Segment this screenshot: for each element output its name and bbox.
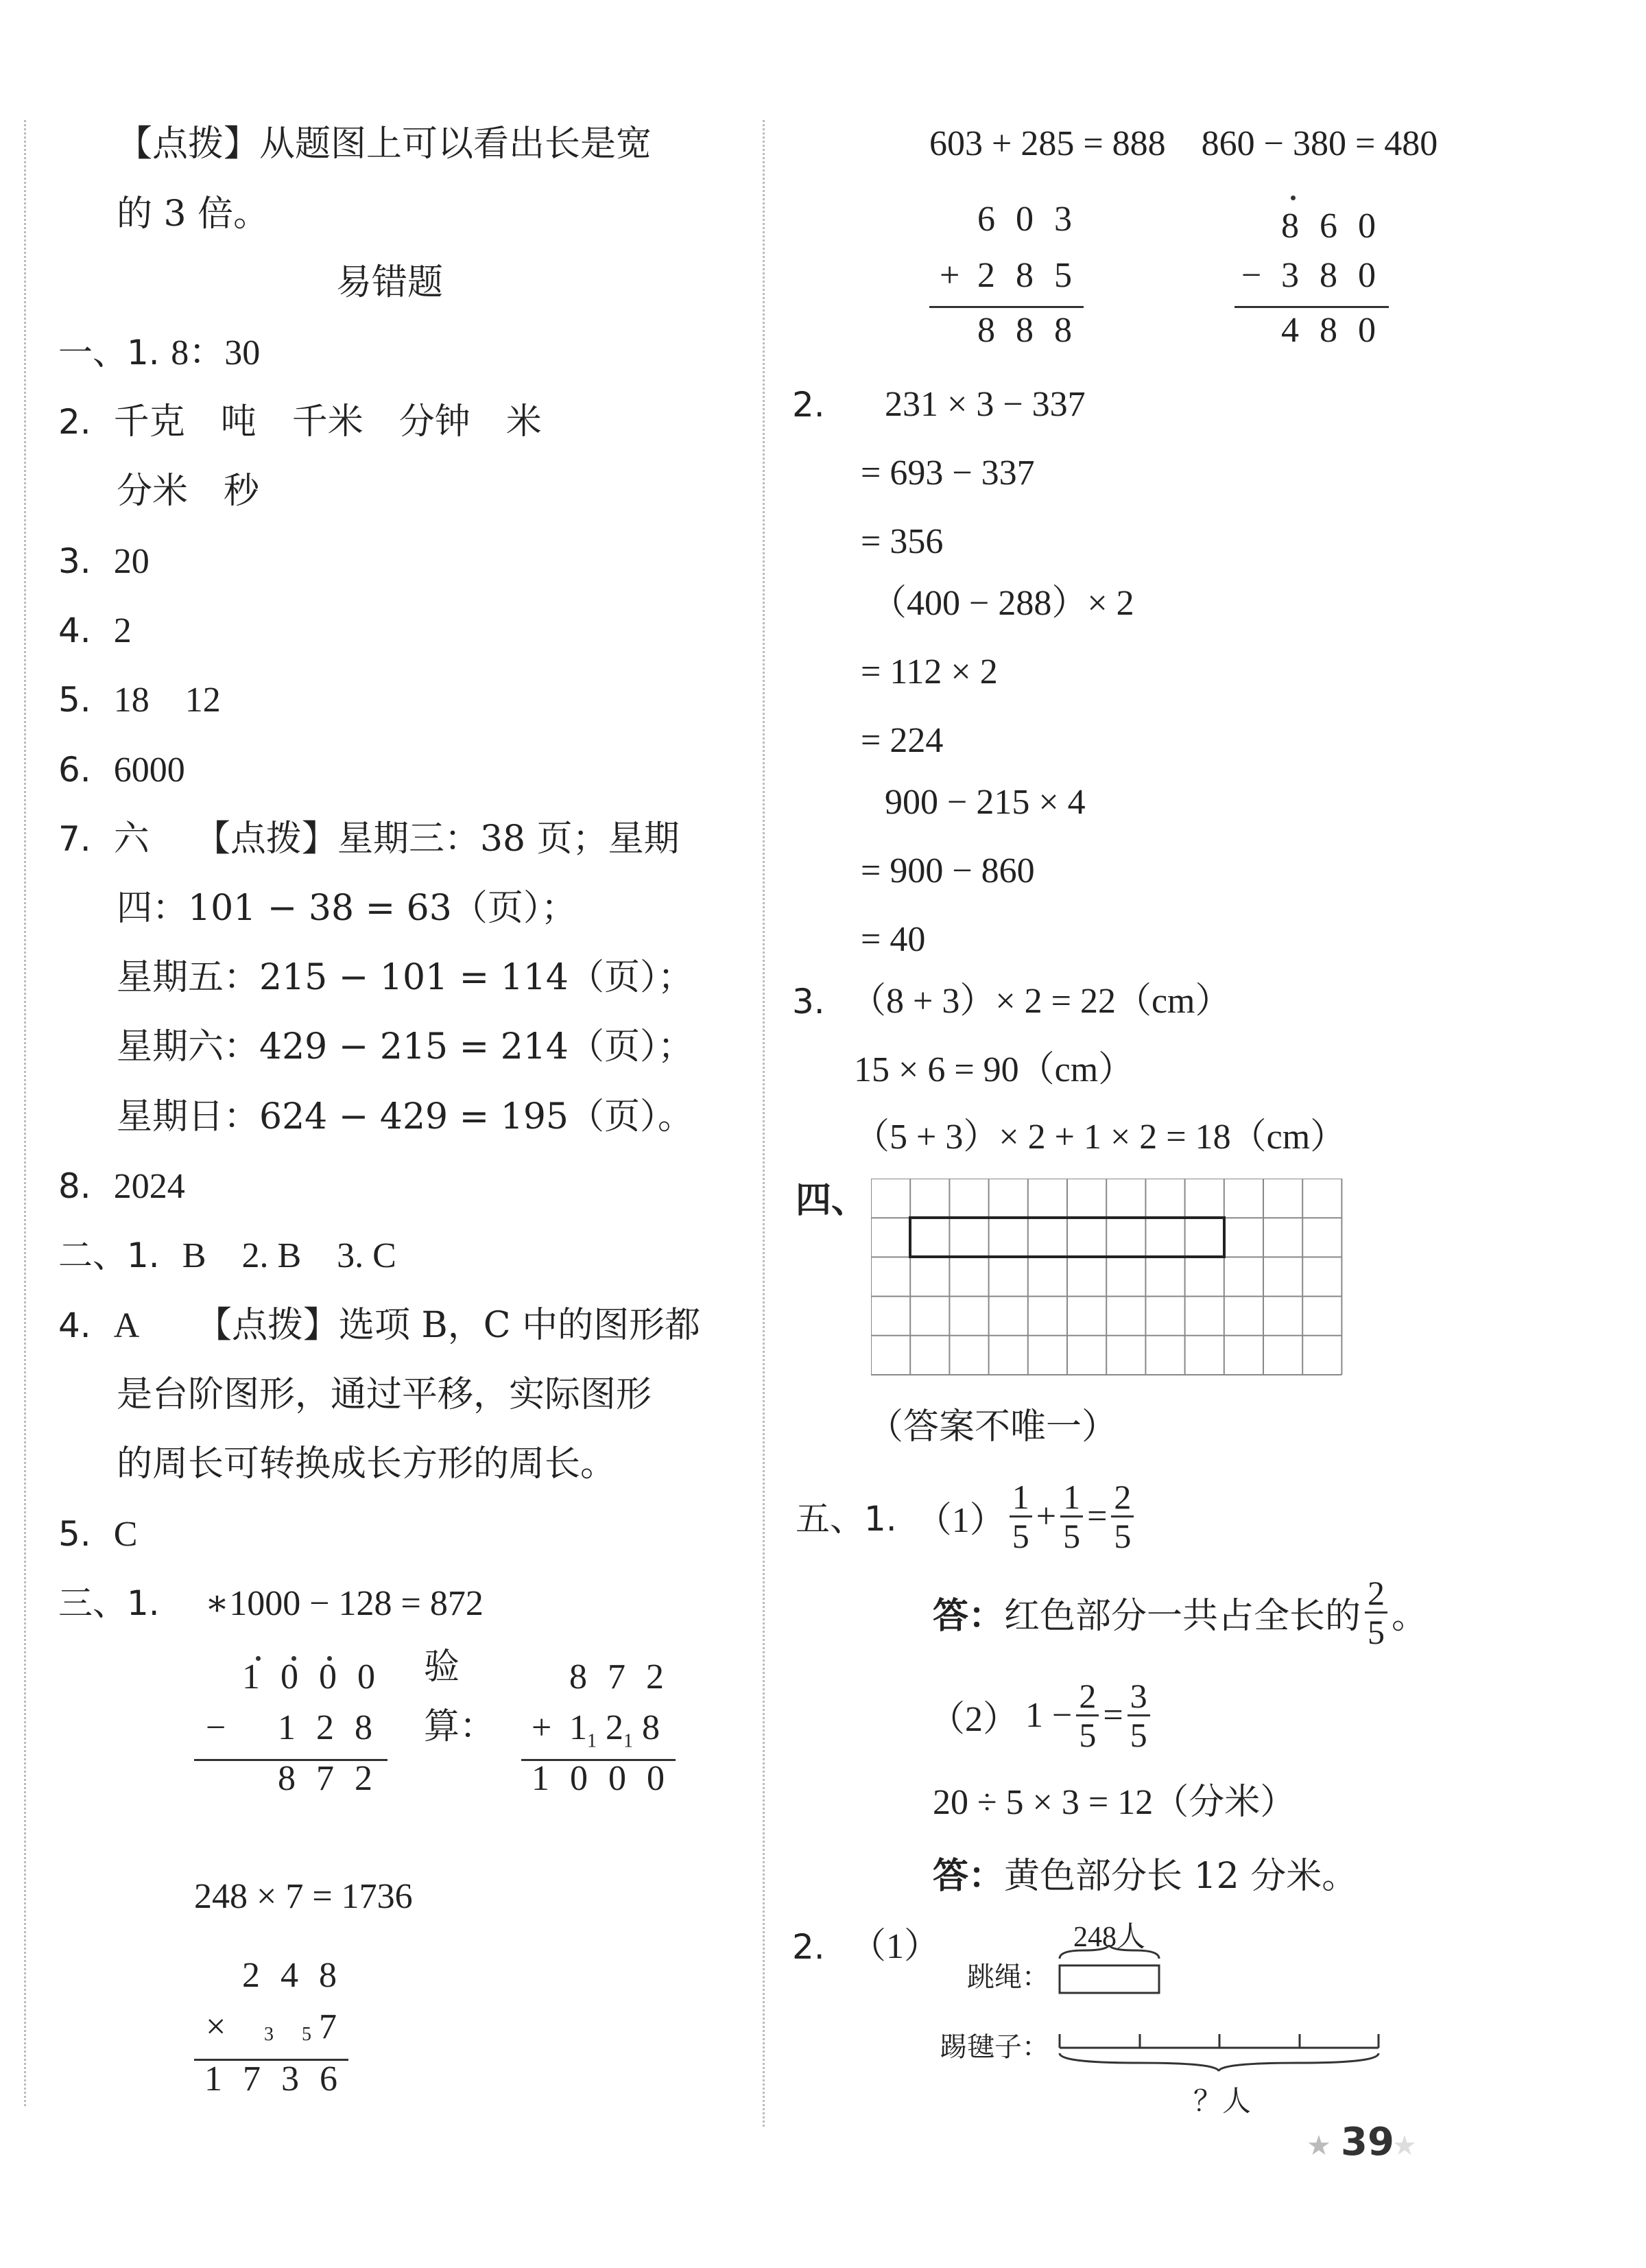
star-icon: ★ — [1307, 2130, 1331, 2162]
s1-ans: 20 — [113, 542, 150, 581]
diagram-bottom-label: ？人 — [1193, 2086, 1252, 2118]
numerator: 2 — [1076, 1677, 1099, 1716]
fraction — [1010, 1478, 1032, 1555]
tip-intro-line1 — [117, 123, 652, 165]
numerator: 1 — [1010, 1478, 1032, 1517]
q4-num: 4. — [58, 1306, 91, 1345]
s1-ans: 8：30 — [171, 333, 261, 373]
chk-digit: 2 — [606, 1708, 623, 1747]
rq2-line: = 112 × 2 — [861, 652, 998, 692]
q8-num: 8. — [58, 1166, 91, 1206]
column-divider — [763, 120, 765, 2127]
borrow-dot — [1291, 196, 1296, 200]
denominator: 5 — [1012, 1516, 1029, 1555]
chk-mid — [569, 1708, 660, 1762]
sub2-res: 480 — [1281, 311, 1396, 350]
s3-eq1: ∗1000 − 128 = 872 — [204, 1584, 484, 1623]
answer-tag: 答： — [933, 1594, 1005, 1637]
equals: = — [1103, 1695, 1123, 1735]
sub-mid: 128 — [278, 1708, 393, 1747]
s1-ans: 千克 吨 千米 分钟 米 — [113, 401, 542, 442]
carry: 1 — [623, 1730, 633, 1752]
rq2-num: 2. — [792, 385, 825, 425]
q4-ans: A — [113, 1306, 140, 1345]
add-res: 888 — [977, 311, 1093, 350]
fraction — [1060, 1478, 1083, 1555]
numerator: 2 — [1111, 1478, 1134, 1517]
check-label-2: 算： — [424, 1706, 496, 1747]
s5-num: 五、1. — [796, 1499, 897, 1539]
chk-op: + — [532, 1708, 552, 1747]
mul-op: × — [206, 2007, 226, 2046]
q5-ans: C — [113, 1515, 138, 1554]
s1-num: 3. — [58, 541, 91, 581]
q7-line2: 四：101 − 38 = 63（页）； — [117, 888, 577, 929]
q7-line3: 星期五：215 − 101 = 114（页）； — [117, 957, 694, 998]
fraction — [1128, 1677, 1150, 1753]
answer-text: 红色部分一共占全长的 — [1004, 1595, 1361, 1637]
q7-line4: 星期六：429 − 215 = 214（页）； — [117, 1026, 694, 1067]
carry: 1 — [587, 1730, 597, 1752]
page-number: 39 — [1341, 2120, 1394, 2164]
s5-q2-num: 2. — [792, 1927, 825, 1967]
rope-bar — [1060, 1965, 1159, 1993]
s5-q2-p1: （1） — [850, 1927, 940, 1966]
add-mid: 285 — [977, 256, 1093, 295]
mul-carry-1: 3 — [264, 2024, 274, 2045]
tip-text: 从题图上可以看出长是宽 — [259, 123, 652, 165]
s3-num: 三、1. — [58, 1583, 160, 1623]
mul-res: 1736 — [204, 2059, 358, 2099]
denominator: 5 — [1368, 1612, 1385, 1651]
row-label-rope: 跳绳： — [967, 1961, 1049, 1993]
add-top: 603 — [977, 200, 1093, 239]
s2-q5-line — [58, 1513, 137, 1555]
top-brace — [1060, 1945, 1159, 1959]
rq3-line: 15 × 6 = 90（cm） — [854, 1050, 1134, 1089]
s1-ans: 2 — [113, 611, 132, 650]
sub2-line — [1234, 306, 1389, 308]
s5-q2-eq — [929, 1674, 1154, 1756]
rq2-line: = 224 — [861, 721, 944, 760]
s5-p1: （1） — [916, 1500, 1005, 1540]
s1-row-3: 分米 秒 — [117, 471, 260, 512]
q5-num: 5. — [58, 1514, 91, 1554]
q7-tip-text: 星期三：38 页；星期 — [337, 818, 680, 860]
sub-top: 1000 — [242, 1657, 396, 1697]
s1-num: 2. — [58, 402, 91, 442]
add-op: + — [940, 256, 960, 295]
rq3-line: （8 + 3）× 2 = 22（cm） — [850, 982, 1231, 1021]
s1-num: 5. — [58, 680, 91, 720]
rq2-line: = 356 — [861, 522, 944, 561]
fraction — [1076, 1677, 1099, 1753]
sub2-mid: 380 — [1281, 256, 1396, 295]
mul-top: 248 — [242, 1956, 357, 1995]
s4-note: （答案不唯一） — [868, 1406, 1118, 1448]
denominator: 5 — [1114, 1516, 1132, 1555]
tip-intro-line2: 的 3 倍。 — [117, 193, 270, 235]
s5-eq3: 20 ÷ 5 × 3 = 12（分米） — [933, 1783, 1296, 1822]
sub-op: − — [206, 1708, 226, 1747]
q4-tip-tag: 【点拨】 — [196, 1305, 339, 1346]
period: 。 — [1392, 1595, 1428, 1637]
rq2-line: 900 − 215 × 4 — [885, 783, 1086, 822]
numerator: 3 — [1128, 1677, 1150, 1716]
s1-row-2 — [58, 401, 542, 442]
q7-answer: 六 — [113, 818, 150, 860]
star-icon: ★ — [1392, 2130, 1417, 2162]
s2-line1 — [58, 1235, 396, 1277]
rq2-line: = 693 − 337 — [861, 453, 1035, 493]
s5-ans1 — [933, 1571, 1427, 1653]
s1-row-4 — [58, 541, 150, 582]
q8-ans: 2024 — [113, 1167, 185, 1206]
section-title: 易错题 — [336, 262, 444, 303]
numerator: 1 — [1060, 1478, 1083, 1517]
chk-digit: 8 — [642, 1708, 660, 1747]
s1-num: 一、1. — [58, 333, 160, 373]
s5-ans2 — [933, 1856, 1357, 1897]
denominator: 5 — [1079, 1715, 1097, 1754]
left-margin-rule — [24, 120, 26, 2106]
mul-multiplier: 7 — [319, 2007, 337, 2046]
q8-line — [58, 1166, 185, 1207]
numerator: 2 — [1365, 1574, 1387, 1614]
answer-text: 黄色部分长 12 分米。 — [1004, 1856, 1358, 1897]
s1-num: 4. — [58, 611, 91, 650]
plus: + — [1036, 1496, 1057, 1536]
s3-line1 — [58, 1583, 484, 1625]
fraction — [1365, 1574, 1387, 1651]
bottom-brace — [1060, 2053, 1379, 2071]
s2-answers: B 2. B 3. C — [182, 1236, 396, 1275]
chk-digit: 1 — [569, 1708, 587, 1747]
q7-line1 — [58, 818, 680, 860]
q4-tip-text: 选项 B，C 中的图形都 — [339, 1305, 701, 1346]
line-segment-diagram — [1056, 1945, 1399, 2082]
s4-num: 四、 — [796, 1179, 868, 1221]
equals: = — [1087, 1496, 1108, 1536]
sub-res: 872 — [278, 1759, 393, 1798]
s5-q1-eq — [796, 1475, 1138, 1557]
sub2-op: − — [1241, 256, 1262, 295]
s2-q4-line3: 的周长可转换成长方形的周长。 — [117, 1443, 617, 1485]
s1-row-6 — [58, 679, 221, 721]
s2-q4-line2: 是台阶图形，通过平移，实际图形 — [117, 1374, 652, 1415]
q7-tip-tag: 【点拨】 — [194, 818, 337, 860]
denominator: 5 — [1130, 1715, 1147, 1754]
square-grid — [871, 1179, 1344, 1378]
rq3-line: （5 + 3）× 2 + 1 × 2 = 18（cm） — [854, 1118, 1346, 1157]
s2-q4-line1 — [58, 1305, 700, 1347]
sub2-top: 860 — [1281, 206, 1396, 246]
r-eq-top: 603 + 285 = 888 860 − 380 = 480 — [929, 124, 1438, 163]
check-label-1: 验 — [424, 1646, 460, 1688]
s1-num: 6. — [58, 750, 91, 790]
rq3-num: 3. — [792, 982, 825, 1021]
rq2-line: = 40 — [861, 920, 926, 959]
s1-row-1 — [58, 332, 260, 374]
answer-tag: 答： — [933, 1855, 1005, 1897]
chk-top: 872 — [569, 1657, 684, 1697]
rq2-line: （400 − 288）× 2 — [871, 584, 1134, 623]
s2-num: 二、1. — [58, 1236, 160, 1275]
rq2-line: 231 × 3 − 337 — [885, 385, 1086, 424]
s1-ans: 18 12 — [113, 681, 221, 720]
add-line — [929, 306, 1084, 308]
q7-num: 7. — [58, 819, 91, 859]
s5-p2: （2） — [929, 1699, 1019, 1739]
s1-row-7 — [58, 749, 185, 791]
denominator: 5 — [1063, 1516, 1081, 1555]
s3-eq2: 248 × 7 = 1736 — [194, 1877, 413, 1916]
diagram-top-label: 248人 — [1073, 1922, 1146, 1953]
fraction — [1111, 1478, 1134, 1555]
q7-line5: 星期日：624 − 429 = 195（页）。 — [117, 1096, 694, 1137]
mul-carry-2: 5 — [302, 2024, 311, 2045]
s1-ans: 6000 — [113, 751, 185, 790]
rq2-line: = 900 − 860 — [861, 851, 1035, 890]
row-label-shuttlecock: 踢毽子： — [940, 2031, 1049, 2063]
chk-res: 1000 — [532, 1759, 685, 1798]
s1-row-5 — [58, 610, 132, 652]
one-minus: 1 − — [1025, 1695, 1073, 1735]
tip-tag: 【点拨】 — [117, 123, 260, 165]
